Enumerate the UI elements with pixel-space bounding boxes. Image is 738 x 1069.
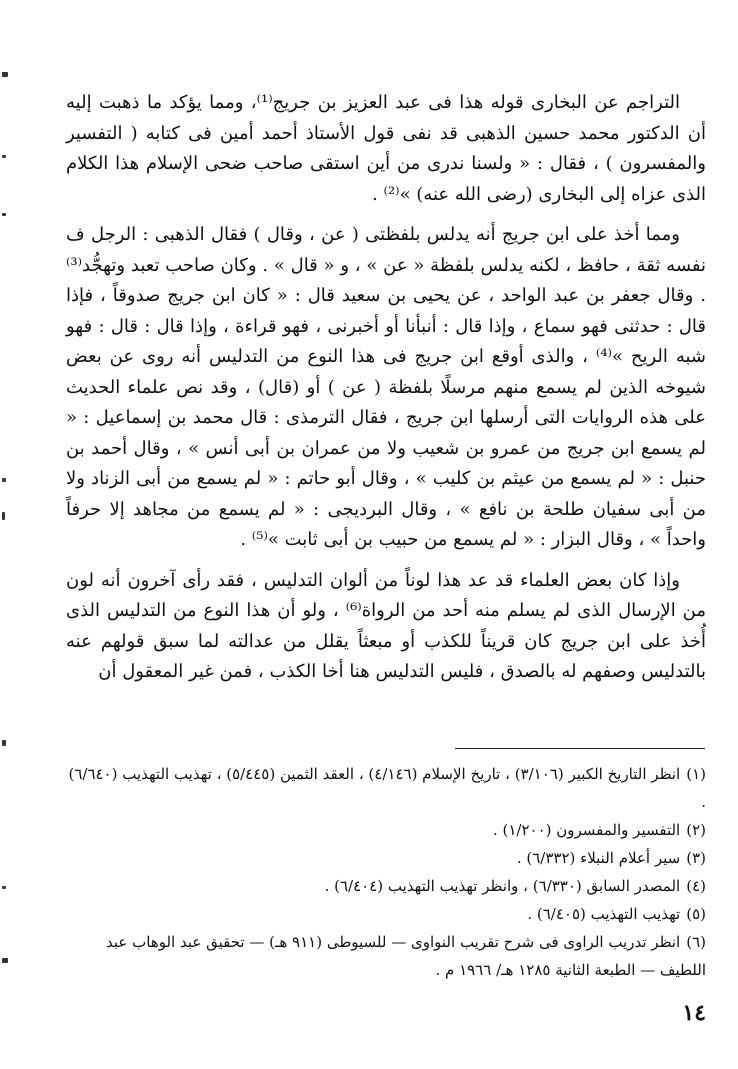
footnote bbox=[66, 760, 706, 816]
footnote-text: المصدر السابق (٦/٣٣٠) ، وانظر تهذيب التهذيب (٦/٤٠٤) . bbox=[324, 877, 681, 895]
margin-mark bbox=[2, 478, 6, 482]
footnote-number: (٣) bbox=[686, 849, 706, 867]
margin-mark bbox=[2, 886, 6, 889]
footnote bbox=[66, 872, 706, 900]
footnote bbox=[66, 844, 706, 872]
footnote-text: انظر تدريب الراوى فى شرح تقريب النواوى — للسيوطى (٩١١ هـ) — تحقيق عبد الوهاب عبد اللطيف — الطبعة الثانية ١٢٨٥ هـ/ ١٩٦٦ م . bbox=[106, 933, 706, 979]
footnote-text: التفسير والمفسرون (١/٢٠٠) . bbox=[492, 821, 681, 839]
footnote bbox=[66, 900, 706, 928]
footnote-number: (٤) bbox=[686, 877, 706, 895]
main-text bbox=[66, 88, 706, 688]
margin-mark bbox=[2, 72, 8, 77]
margin-mark bbox=[2, 213, 6, 216]
footnote bbox=[66, 928, 706, 984]
paragraph: ومما أخذ على ابن جريج أنه يدلس بلفظتى ( عن ، وقال ) فقال الذهبى : الرجل ف نفسه ثقة ، حافظ ، لكنه يدلس بلفظة « عن » ، و « قال » . وكان صاحب تعبد وتهجُّد⁽³⁾ . وقال جعفر بن عبد الواحد ، عن يحيى بن سعيد قال : « كان ابن جريج صدوقاً ، فإذا قال : حدثنى فهو سماع ، وإذا قال : أنبأنا أو أخبرنى ، فهو قراءة ، وإذا قال : قال : فهو شبه الريح »⁽⁴⁾ ، والذى أوقع ابن جريج فى هذا النوع من التدليس أنه روى عن بعض شيوخه الذين لم يسمع منهم مرسلًا بلفظة ( عن ) أو (قال) ، وقد نص علماء الحديث على هذه الروايات التى أرسلها ابن جريج ، فقال الترمذى : قال محمد بن إسماعيل : « لم يسمع ابن جريج من عمرو بن شعيب ولا من عمران بن أبى أنس » ، وقال أحمد بن حنبل : « لم يسمع من عيثم بن كليب » ، وقال أبو حاتم : « لم يسمع من أبى الزناد ولا من أبى سفيان طلحة بن نافع » ، وقال البرديجى : « لم يسمع من مجاهد إلا حرفاً واحداً » ، وقال البزار : « لم يسمع من حبيب بن أبى ثابت »⁽⁵⁾ . bbox=[66, 224, 706, 550]
footnote-number: (٥) bbox=[686, 905, 706, 923]
margin-mark bbox=[2, 512, 5, 520]
paragraph: وإذا كان بعض العلماء قد عد هذا لوناً من ألوان التدليس ، فقد رأى آخرون أنه لون من الإرسال الذى لم يسلم منه أحد من الرواة⁽⁶⁾ ، ولو أن هذا النوع من التدليس الذى أُخذ على ابن جريج كان قريناً للكذب أو مبعثاً يقلل من عدالته لما سبق قولهم عنه بالتدليس وصفهم له بالصدق ، فليس التدليس هنا أخا الكذب ، فمن غير المعقول أن bbox=[66, 569, 706, 682]
margin-mark bbox=[2, 155, 6, 158]
footnote-divider bbox=[455, 748, 705, 749]
margin-mark bbox=[2, 958, 8, 963]
footnotes bbox=[66, 760, 706, 984]
footnote bbox=[66, 816, 706, 844]
footnote-text: سير أعلام النبلاء (٦/٣٣٢) . bbox=[516, 849, 681, 867]
paragraph: التراجم عن البخارى قوله هذا فى عبد العزيز بن جريج⁽¹⁾، ومما يؤكد ما ذهبت إليه أن الدكتور محمد حسين الذهبى قد نفى قول الأستاذ أحمد أمين فى كتابه ( التفسير والمفسرون ) ، فقال : « ولسنا ندرى من أين استقى صاحب ضحى الإسلام هذا الكلام الذى عزاه إلى البخارى (رضى الله عنه) »⁽²⁾ . bbox=[66, 92, 706, 205]
footnote-number: (١) bbox=[686, 765, 706, 783]
footnote-number: (٦) bbox=[686, 933, 706, 951]
footnote-text: تهذيب التهذيب (٦/٤٠٥) . bbox=[527, 905, 681, 923]
margin-mark bbox=[2, 740, 6, 746]
page-number: ١٤ bbox=[682, 1000, 706, 1026]
footnote-text: انظر التاريخ الكبير (٣/١٠٦) ، تاريخ الإسلام (٤/١٤٦) ، العقد الثمين (٥/٤٤٥) ، تهذيب التهذيب (٦/٦٤٠) . bbox=[68, 765, 706, 811]
footnote-number: (٢) bbox=[686, 821, 706, 839]
